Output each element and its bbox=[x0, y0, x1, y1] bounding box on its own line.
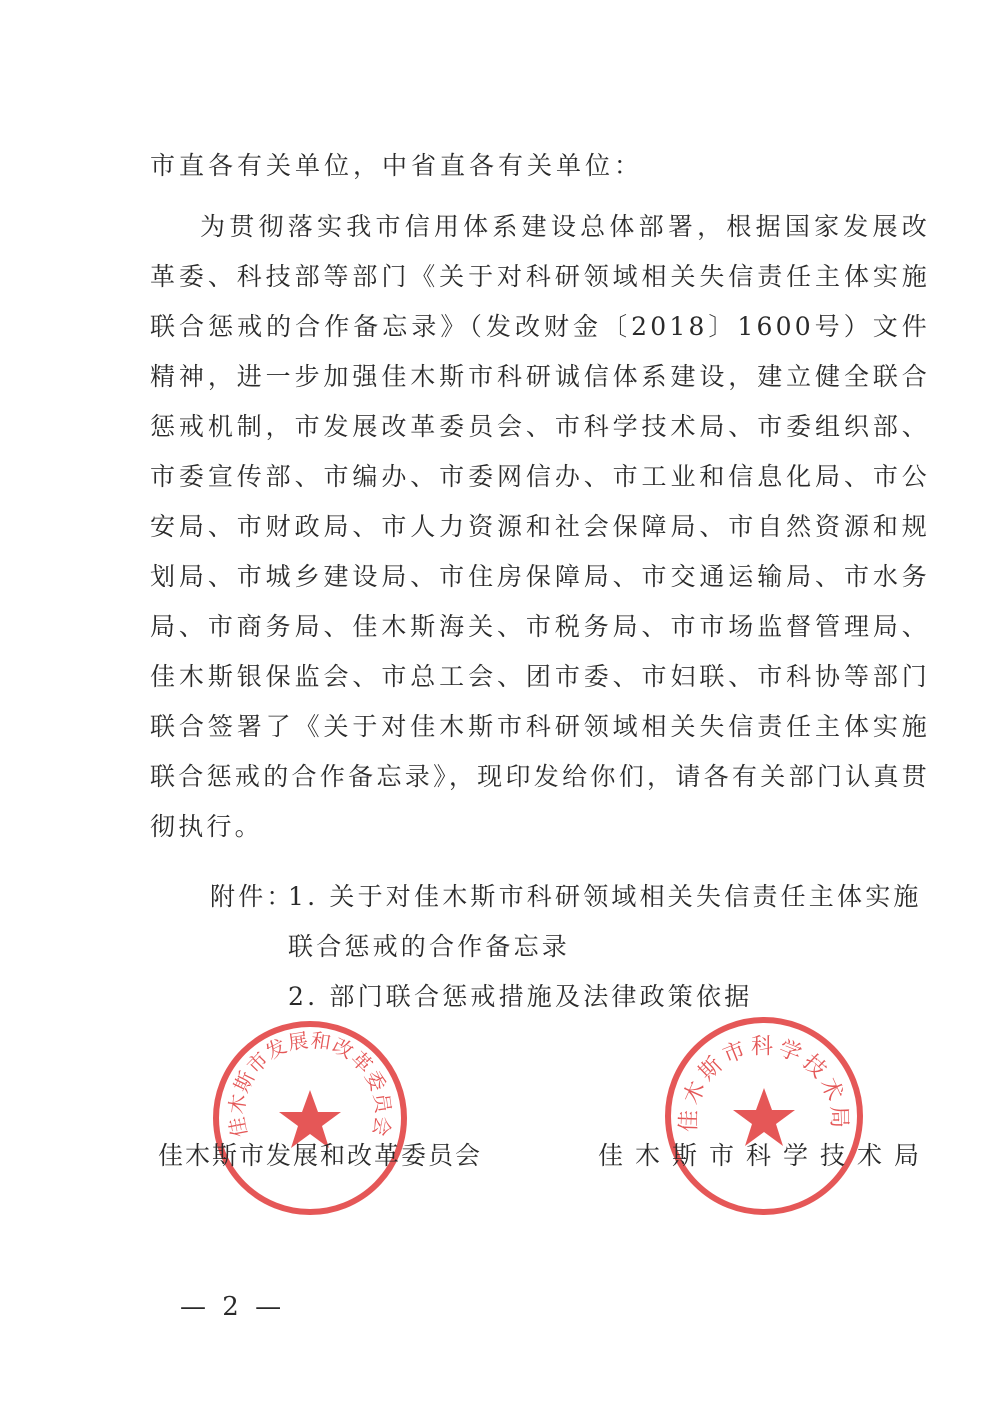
attachment-item-1 bbox=[210, 872, 930, 972]
seal-left-text: 佳木斯市发展和改革委员会 bbox=[224, 1027, 396, 1140]
attachment-item-2-text: 2. 部门联合惩戒措施及法律政策依据 bbox=[288, 982, 753, 1011]
signatures bbox=[0, 1136, 1000, 1176]
seal-left-icon bbox=[210, 1018, 410, 1218]
page-number: — 2 — bbox=[180, 1292, 286, 1322]
body-paragraph: 为贯彻落实我市信用体系建设总体部署，根据国家发展改革委、科技部等部门《关于对科研领域相关失信责任主体实施联合惩戒的合作备忘录》（发改财金〔2018〕1600号）文件精神，进一步加强佳木斯市科研诚信体系建设，建立健全联合惩戒机制，市发展改革委员会、市科学技术局、市委组织部、市委宣传部、市编办、市委网信办、市工业和信息化局、市公安局、市财政局、市人力资源和社会保障局、市自然资源和规划局、市城乡建设局、市住房保障局、市交通运输局、市水务局、市商务局、佳木斯海关、市税务局、市市场监督管理局、佳木斯银保监会、市总工会、团市委、市妇联、市科协等部门联合签署了《关于对佳木斯市科研领域相关失信责任主体实施联合惩戒的合作备忘录》，现印发给你们，请各有关部门认真贯彻执行。 bbox=[150, 212, 930, 841]
seal-right-text: 佳木斯市科学技术局 bbox=[676, 1034, 852, 1133]
official-seal-left bbox=[210, 1018, 410, 1218]
salutation: 市直各有关单位，中省直各有关单位： bbox=[150, 151, 644, 180]
signature-right: 佳木斯市科学技术局 bbox=[598, 1141, 932, 1170]
signature-left: 佳木斯市发展和改革委员会 bbox=[158, 1141, 483, 1170]
attachment-item-1-text: 1. 关于对佳木斯市科研领域相关失信责任主体实施联合惩戒的合作备忘录 bbox=[288, 882, 922, 961]
official-seal-right bbox=[662, 1014, 866, 1218]
seal-right-icon bbox=[662, 1014, 866, 1218]
attachments-label: 附件： bbox=[210, 882, 295, 911]
attachments-section bbox=[210, 872, 930, 1022]
